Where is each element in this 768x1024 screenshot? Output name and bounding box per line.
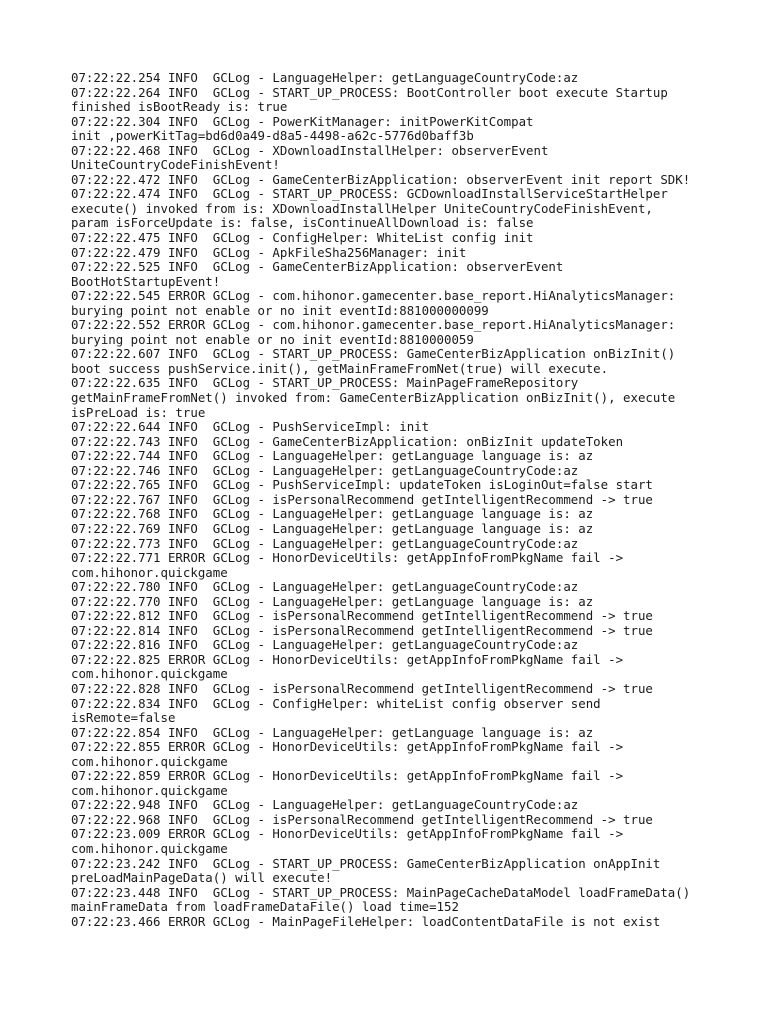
log-line: 07:22:22.948 INFO GCLog - LanguageHelper: getLanguageCountryCode:az [71, 797, 579, 813]
log-line: 07:22:22.825 ERROR GCLog - HonorDeviceUtils: getAppInfoFromPkgName fail -> [71, 651, 624, 667]
log-line: com.hihonor.quickgame [71, 564, 228, 580]
log-line: 07:22:22.254 INFO GCLog - LanguageHelper: getLanguageCountryCode:az [71, 70, 579, 85]
log-line: 07:22:23.466 ERROR GCLog - MainPageFileHelper: loadContentDataFile is not exist [71, 913, 661, 929]
log-line: BootHotStartupEvent! [71, 273, 221, 289]
log-line: 07:22:22.765 INFO GCLog - PushServiceImpl: updateToken isLoginOut=false start [71, 477, 653, 493]
log-line: 07:22:22.552 ERROR GCLog - com.hihonor.gamecenter.base_report.HiAnalyticsManager: [71, 317, 676, 333]
log-line: mainFrameData from loadFrameDataFile() load time=152 [71, 899, 459, 915]
log-line: init ,powerKitTag=bd6d0a49-d8a5-4498-a62c-5776d0baff3b [71, 128, 474, 144]
log-line: 07:22:22.828 INFO GCLog - isPersonalRecommend getIntelligentRecommend -> true [71, 680, 653, 696]
log-line: 07:22:22.771 ERROR GCLog - HonorDeviceUtils: getAppInfoFromPkgName fail -> [71, 550, 624, 566]
log-line: burying point not enable or no init eventId:8810000059 [71, 331, 474, 347]
log-line: 07:22:22.812 INFO GCLog - isPersonalRecommend getIntelligentRecommend -> true [71, 608, 653, 624]
log-line: 07:22:22.814 INFO GCLog - isPersonalRecommend getIntelligentRecommend -> true [71, 622, 653, 638]
log-line: burying point not enable or no init eventId:881000000099 [71, 302, 489, 318]
log-line: 07:22:22.770 INFO GCLog - LanguageHelper: getLanguage language is: az [71, 593, 594, 609]
log-line: 07:22:22.854 INFO GCLog - LanguageHelper: getLanguage language is: az [71, 724, 594, 740]
log-line: 07:22:22.468 INFO GCLog - XDownloadInstallHelper: observerEvent [71, 142, 549, 158]
log-line: 07:22:22.545 ERROR GCLog - com.hihonor.gamecenter.base_report.HiAnalyticsManager: [71, 288, 676, 304]
log-text-block [71, 71, 731, 929]
log-line: 07:22:22.855 ERROR GCLog - HonorDeviceUtils: getAppInfoFromPkgName fail -> [71, 739, 624, 755]
log-line: 07:22:22.525 INFO GCLog - GameCenterBizApplication: observerEvent [71, 259, 564, 275]
log-line: 07:22:22.767 INFO GCLog - isPersonalRecommend getIntelligentRecommend -> true [71, 491, 653, 507]
log-line: finished isBootReady is: true [71, 99, 288, 115]
log-line: param isForceUpdate is: false, isContinueAllDownload is: false [71, 215, 534, 231]
log-line: 07:22:22.834 INFO GCLog - ConfigHelper: whiteList config observer send [71, 695, 601, 711]
log-line: 07:22:22.474 INFO GCLog - START_UP_PROCESS: GCDownloadInstallServiceStartHelper [71, 186, 668, 202]
log-line: 07:22:22.773 INFO GCLog - LanguageHelper: getLanguageCountryCode:az [71, 535, 579, 551]
log-line: 07:22:22.859 ERROR GCLog - HonorDeviceUtils: getAppInfoFromPkgName fail -> [71, 768, 624, 784]
log-line: 07:22:22.264 INFO GCLog - START_UP_PROCESS: BootController boot execute Startup [71, 84, 668, 100]
log-line: 07:22:22.769 INFO GCLog - LanguageHelper: getLanguage language is: az [71, 520, 594, 536]
log-line: isPreLoad is: true [71, 404, 206, 420]
log-line: 07:22:22.768 INFO GCLog - LanguageHelper: getLanguage language is: az [71, 506, 594, 522]
log-line: preLoadMainPageData() will execute! [71, 870, 333, 886]
log-line: 07:22:22.743 INFO GCLog - GameCenterBizApplication: onBizInit updateToken [71, 433, 624, 449]
log-line: 07:22:22.607 INFO GCLog - START_UP_PROCESS: GameCenterBizApplication onBizInit() [71, 346, 676, 362]
log-line: 07:22:23.448 INFO GCLog - START_UP_PROCESS: MainPageCacheDataModel loadFrameData() [71, 884, 691, 900]
log-line: com.hihonor.quickgame [71, 840, 228, 856]
log-line: 07:22:22.644 INFO GCLog - PushServiceImpl: init [71, 419, 430, 435]
log-line: UniteCountryCodeFinishEvent! [71, 157, 280, 173]
log-line: 07:22:22.304 INFO GCLog - PowerKitManager: initPowerKitCompat [71, 113, 534, 129]
log-line: 07:22:22.744 INFO GCLog - LanguageHelper: getLanguage language is: az [71, 448, 594, 464]
log-line: boot success pushService.init(), getMainFrameFromNet(true) will execute. [71, 360, 609, 376]
log-line: 07:22:22.635 INFO GCLog - START_UP_PROCESS: MainPageFrameRepository [71, 375, 579, 391]
log-line: 07:22:23.242 INFO GCLog - START_UP_PROCESS: GameCenterBizApplication onAppInit [71, 855, 661, 871]
log-line: 07:22:22.816 INFO GCLog - LanguageHelper: getLanguageCountryCode:az [71, 637, 579, 653]
log-line: execute() invoked from is: XDownloadInstallHelper UniteCountryCodeFinishEvent, [71, 200, 653, 216]
log-line: 07:22:22.968 INFO GCLog - isPersonalRecommend getIntelligentRecommend -> true [71, 811, 653, 827]
log-line: isRemote=false [71, 710, 176, 726]
log-line: 07:22:22.780 INFO GCLog - LanguageHelper: getLanguageCountryCode:az [71, 579, 579, 595]
log-line: com.hihonor.quickgame [71, 753, 228, 769]
log-line: com.hihonor.quickgame [71, 666, 228, 682]
log-line: 07:22:22.472 INFO GCLog - GameCenterBizApplication: observerEvent init report SDK! [71, 171, 691, 187]
log-line: 07:22:22.475 INFO GCLog - ConfigHelper: WhiteList config init [71, 230, 534, 246]
log-line: 07:22:22.479 INFO GCLog - ApkFileSha256Manager: init [71, 244, 467, 260]
log-line: 07:22:22.746 INFO GCLog - LanguageHelper: getLanguageCountryCode:az [71, 462, 579, 478]
log-line: getMainFrameFromNet() invoked from: GameCenterBizApplication onBizInit(), execute [71, 390, 676, 406]
log-line: 07:22:23.009 ERROR GCLog - HonorDeviceUtils: getAppInfoFromPkgName fail -> [71, 826, 624, 842]
log-line: com.hihonor.quickgame [71, 782, 228, 798]
